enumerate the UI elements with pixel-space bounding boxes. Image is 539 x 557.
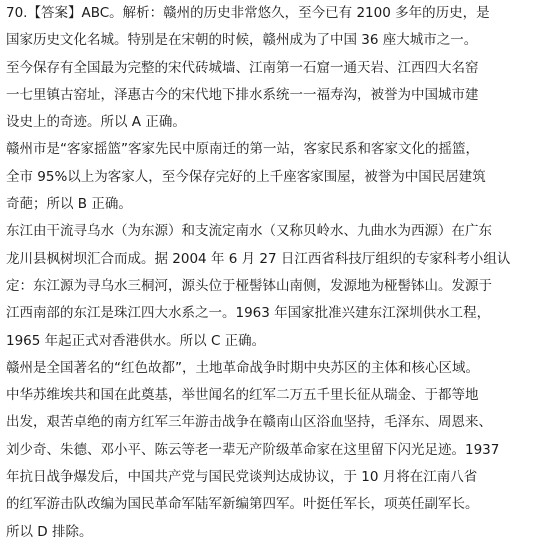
text-line: 东江由干流寻乌水（为东源）和支流定南水（又称贝岭水、九曲水为西源）在广东: [6, 223, 492, 240]
text-line: 的红军游击队改编为国民革命军陆军新编第四军。叶挺任军长，项英任副军长。: [6, 496, 479, 513]
text-line: 1965 年起正式对香港供水。所以 C 正确。: [6, 332, 266, 349]
text-line: 至今保存有全国最为完整的宋代砖城墙、江南第一石窟一通天岩、江西四大名窑: [6, 59, 479, 76]
text-line: 年抗日战争爆发后，中国共产党与国民党谈判达成协议，于 10 月将在江南八省: [6, 469, 478, 486]
text-line: 出发，艰苦卓绝的南方红军三年游击战争在赣南山区浴血坚持，毛泽东、周恩来、: [6, 414, 492, 431]
text-line: 设史上的奇迹。所以 A 正确。: [6, 114, 186, 131]
text-line: 刘少奇、朱德、邓小平、陈云等老一辈无产阶级革命家在这里留下闪光足迹。1937: [6, 441, 500, 458]
text-line: 赣州市是“客家摇篮”客家先民中原南迁的第一站，客家民系和客家文化的摇篮，: [6, 141, 479, 158]
text-line: 定：东江源为寻乌水三桐河，源头位于桠髻钵山南侧，发源地为桠髻钵山。发源于: [6, 277, 492, 294]
text-line: 所以 D 排除。: [6, 523, 93, 540]
text-line: 70.【答案】ABC。解析：赣州的历史非常悠久，至今已有 2100 多年的历史，是: [6, 5, 490, 21]
text-line: 奇葩；所以 B 正确。: [6, 196, 132, 213]
text-line: 全市 95%以上为客家人，至今保存完好的上千座客家围屋，被誉为中国民居建筑: [6, 168, 486, 185]
text-line: 赣州是全国著名的“红色故都”，土地革命战争时期中央苏区的主体和核心区域。: [6, 359, 479, 376]
text-line: 江西南部的东江是珠江四大水系之一。1963 年国家批准兴建东江深圳供水工程，: [6, 305, 491, 322]
text-line: 中华苏维埃共和国在此奠基，举世闻名的红军二万五千里长征从瑞金、于都等地: [6, 387, 479, 404]
text-line: 一七里镇古窑址，泽惠古今的宋代地下排水系统一一福寿沟，被誉为中国城市建: [6, 86, 479, 103]
text-line: 国家历史文化名城。特别是在宋朝的时候，赣州成为了中国 36 座大城市之一。: [6, 32, 478, 49]
text-line: 龙川县枫树坝汇合而成。据 2004 年 6 月 27 日江西省科技厅组织的专家科考小组认: [6, 250, 511, 267]
